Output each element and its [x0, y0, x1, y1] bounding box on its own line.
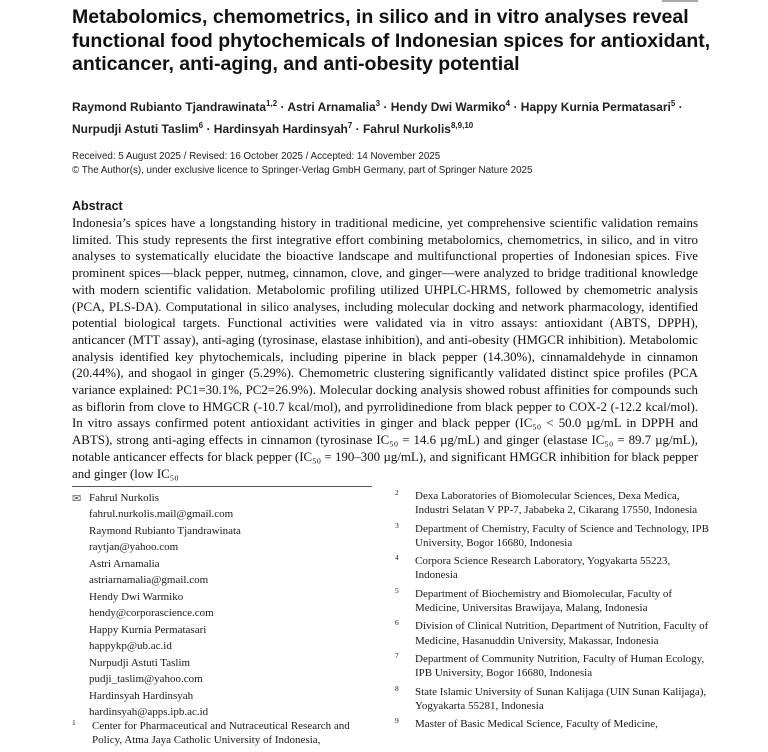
contact-entry — [72, 689, 372, 720]
affiliation-number: 4 — [395, 553, 399, 563]
author-list — [72, 95, 712, 138]
author-separator: · — [675, 100, 686, 114]
affiliation — [395, 652, 715, 681]
dates-line: Received: 5 August 2025 / Revised: 16 October 2025 / Accepted: 14 November 2025 — [72, 151, 441, 162]
footnote-divider — [72, 486, 372, 487]
author-name: Fahrul Nurkolis — [362, 121, 451, 136]
affiliation-number: 8 — [395, 683, 399, 693]
author-name: Happy Kurnia Permatasari — [520, 100, 671, 114]
affiliation-text: Department of Community Nutrition, Faculty of Human Ecology, IPB University, Bogor 16680, Indonesia — [415, 652, 705, 680]
contact-entry — [72, 557, 372, 588]
contact-name: Raymond Rubianto Tjandrawinata — [89, 525, 241, 537]
publication-dates — [72, 150, 712, 177]
abstract-text: Indonesia’s spices have a longstanding history in traditional medicine, yet comprehensive scientific validation remains limited. This study represents the first integrative effort combining metabolomics, chemometrics, in silico, and in vitro analyses to systematically elucidate the bioactive landscape and multifunctional properties of Indonesian spices. Five prominent spices—black pepper, nutmeg, cinnamon, clove, and ginger—were analyzed to bridge traditional knowledge with modern scientific validation. Metabolomic profiling utilized UHPLC-HRMS, followed by chemometric analysis (PCA, PLS-DA). Computational in silico analyses, including molecular docking and network pharmacology, identified potential biological targets. Functional activities were validated via in vitro assays: antioxidant (ABTS, DPPH), anticancer (MTT assay), anti-aging (tyrosinase, elastase inhibition), and anti-obesity (HMGCR inhibition). Metabolomic analysis identified key phytochemicals, including piperine in black pepper (14.30%), cinnamaldehyde in cinnamon (20.44%), and shogaol in ginger (5.29%). Chemometric clustering significantly validated distinct spice profiles (PCA variance explained: PC1=30.1%, PC2=26.9%). Molecular docking analysis showed robust affinities for compounds such as biflorin from clove to HMGCR (-10.7 kcal/mol), and pyrrolidinedione from black pepper to COX-2 (-12.2 kcal/mol). In vitro assays confirmed potent antioxidant activities in ginger and black pepper (IC₅₀ < 50.0 µg/mL in DPPH and ABTS), strong anti-aging effects in cinnamon (tyrosinase IC₅₀ = 14.6 µg/mL) and ginger (elastase IC₅₀ = 89.7 µg/mL), notable anticancer effects for black pepper (IC₅₀ = 190–300 µg/mL), and significant HMGCR inhibition for black pepper and ginger (low IC₅₀ — [72, 216, 698, 481]
contact-entry — [72, 524, 372, 555]
affiliation-text: Department of Biochemistry and Biomolecular, Faculty of Medicine, Universitas Brawijaya, Malang, Indonesia — [415, 587, 673, 615]
contact-list — [72, 491, 372, 722]
top-rule — [662, 0, 698, 2]
contact-email[interactable]: astriarnamalia@gmail.com — [89, 573, 209, 586]
contact-email[interactable]: raytjan@yahoo.com — [89, 540, 179, 553]
affiliation-text: Master of Basic Medical Science, Faculty of Medicine, — [415, 718, 658, 731]
author-name: Hardinsyah Hardinsyah — [213, 121, 348, 136]
author-name: Nurpudji Astuti Taslim — [72, 121, 199, 136]
affiliation — [395, 587, 715, 616]
affiliation — [395, 554, 715, 583]
author-separator: · — [352, 121, 363, 136]
author-name: Hendy Dwi Warmiko — [390, 100, 506, 114]
affiliation — [395, 685, 715, 714]
affiliation-text: State Islamic University of Sunan Kalijaga (UIN Sunan Kalijaga), Yogyakarta 55281, Indonesia — [415, 685, 707, 712]
contact-name: Nurpudji Astuti Taslim — [89, 657, 191, 669]
affiliation-number: 1 — [72, 718, 76, 727]
paper-title: Metabolomics, chemometrics, in silico and in vitro analyses reveal functional food phytochemicals of Indonesian spices for antioxidant, anticancer, anti-aging, and anti-obesity potential — [72, 6, 711, 75]
contact-email[interactable]: hendy@corporascience.com — [89, 606, 214, 619]
author-affiliation-marker: 1,2 — [266, 99, 278, 108]
author-name: Raymond Rubianto Tjandrawinata — [72, 100, 267, 114]
contact-email[interactable]: fahrul.nurkolis.mail@gmail.com — [89, 507, 234, 520]
affiliation-text: Center for Pharmaceutical and Nutraceutical Research and Policy, Atma Jaya Catholic University of Indonesia, — [92, 720, 350, 747]
copyright-line: © The Author(s), under exclusive licence to Springer-Verlag GmbH Germany, part of Springer Nature 2025 — [72, 164, 533, 176]
affiliation — [395, 489, 715, 518]
affiliation — [395, 717, 715, 731]
affiliation-number: 7 — [395, 650, 399, 660]
author-name: Astri Arnamalia — [287, 100, 376, 114]
author-affiliation-marker: 6 — [198, 120, 204, 130]
author-affiliation-marker: 7 — [347, 120, 353, 130]
contact-email[interactable]: hardinsyah@apps.ipb.ac.id — [89, 705, 209, 718]
contact-name: Fahrul Nurkolis — [89, 492, 159, 504]
affiliation — [395, 522, 715, 551]
contact-entry — [72, 656, 372, 687]
affiliation-text: Corpora Science Research Laboratory, Yogyakarta 55223, Indonesia — [415, 555, 671, 582]
affiliation-number: 9 — [395, 716, 399, 726]
affiliation-number: 6 — [395, 618, 399, 628]
affiliation-number: 3 — [395, 520, 399, 530]
affiliations-right — [395, 489, 715, 735]
affiliation-number: 5 — [395, 585, 399, 595]
envelope-icon: ✉ — [72, 493, 82, 505]
affiliation-text: Division of Clinical Nutrition, Department of Nutrition, Faculty of Medicine, Hasanuddin University, Makassar, Indonesia — [415, 620, 709, 647]
author-separator: · — [203, 121, 214, 136]
contact-entry — [72, 623, 372, 654]
contact-entry — [72, 590, 372, 621]
contact-name: Happy Kurnia Permatasari — [89, 624, 207, 636]
author-affiliation-marker: 3 — [375, 99, 381, 108]
contact-entry — [72, 491, 372, 522]
affiliation-text: Dexa Laboratories of Biomolecular Sciences, Dexa Medica, Industri Selatan V PP-7, Jababeka 2, Cikarang 17550, Indonesia — [415, 490, 698, 517]
affiliation-text: Department of Chemistry, Faculty of Science and Technology, IPB University, Bogor 16680, Indonesia — [415, 522, 709, 549]
contact-name: Astri Arnamalia — [89, 558, 160, 570]
author-affiliation-marker: 4 — [505, 99, 511, 108]
author-separator: · — [510, 100, 521, 114]
contact-email[interactable]: happykp@ub.ac.id — [89, 639, 172, 652]
author-affiliation-marker: 5 — [670, 99, 676, 108]
affiliation-number: 2 — [395, 488, 399, 497]
abstract-heading: Abstract — [72, 199, 123, 213]
contact-name: Hendy Dwi Warmiko — [89, 591, 184, 603]
affiliation — [72, 719, 372, 748]
affiliation — [395, 619, 715, 648]
contact-email[interactable]: pudji_taslim@yahoo.com — [89, 672, 203, 685]
author-separator: · — [277, 100, 288, 114]
affiliations-left — [72, 719, 372, 752]
author-affiliation-marker: 8,9,10 — [450, 120, 474, 130]
contact-name: Hardinsyah Hardinsyah — [89, 690, 194, 702]
author-separator: · — [380, 100, 391, 114]
